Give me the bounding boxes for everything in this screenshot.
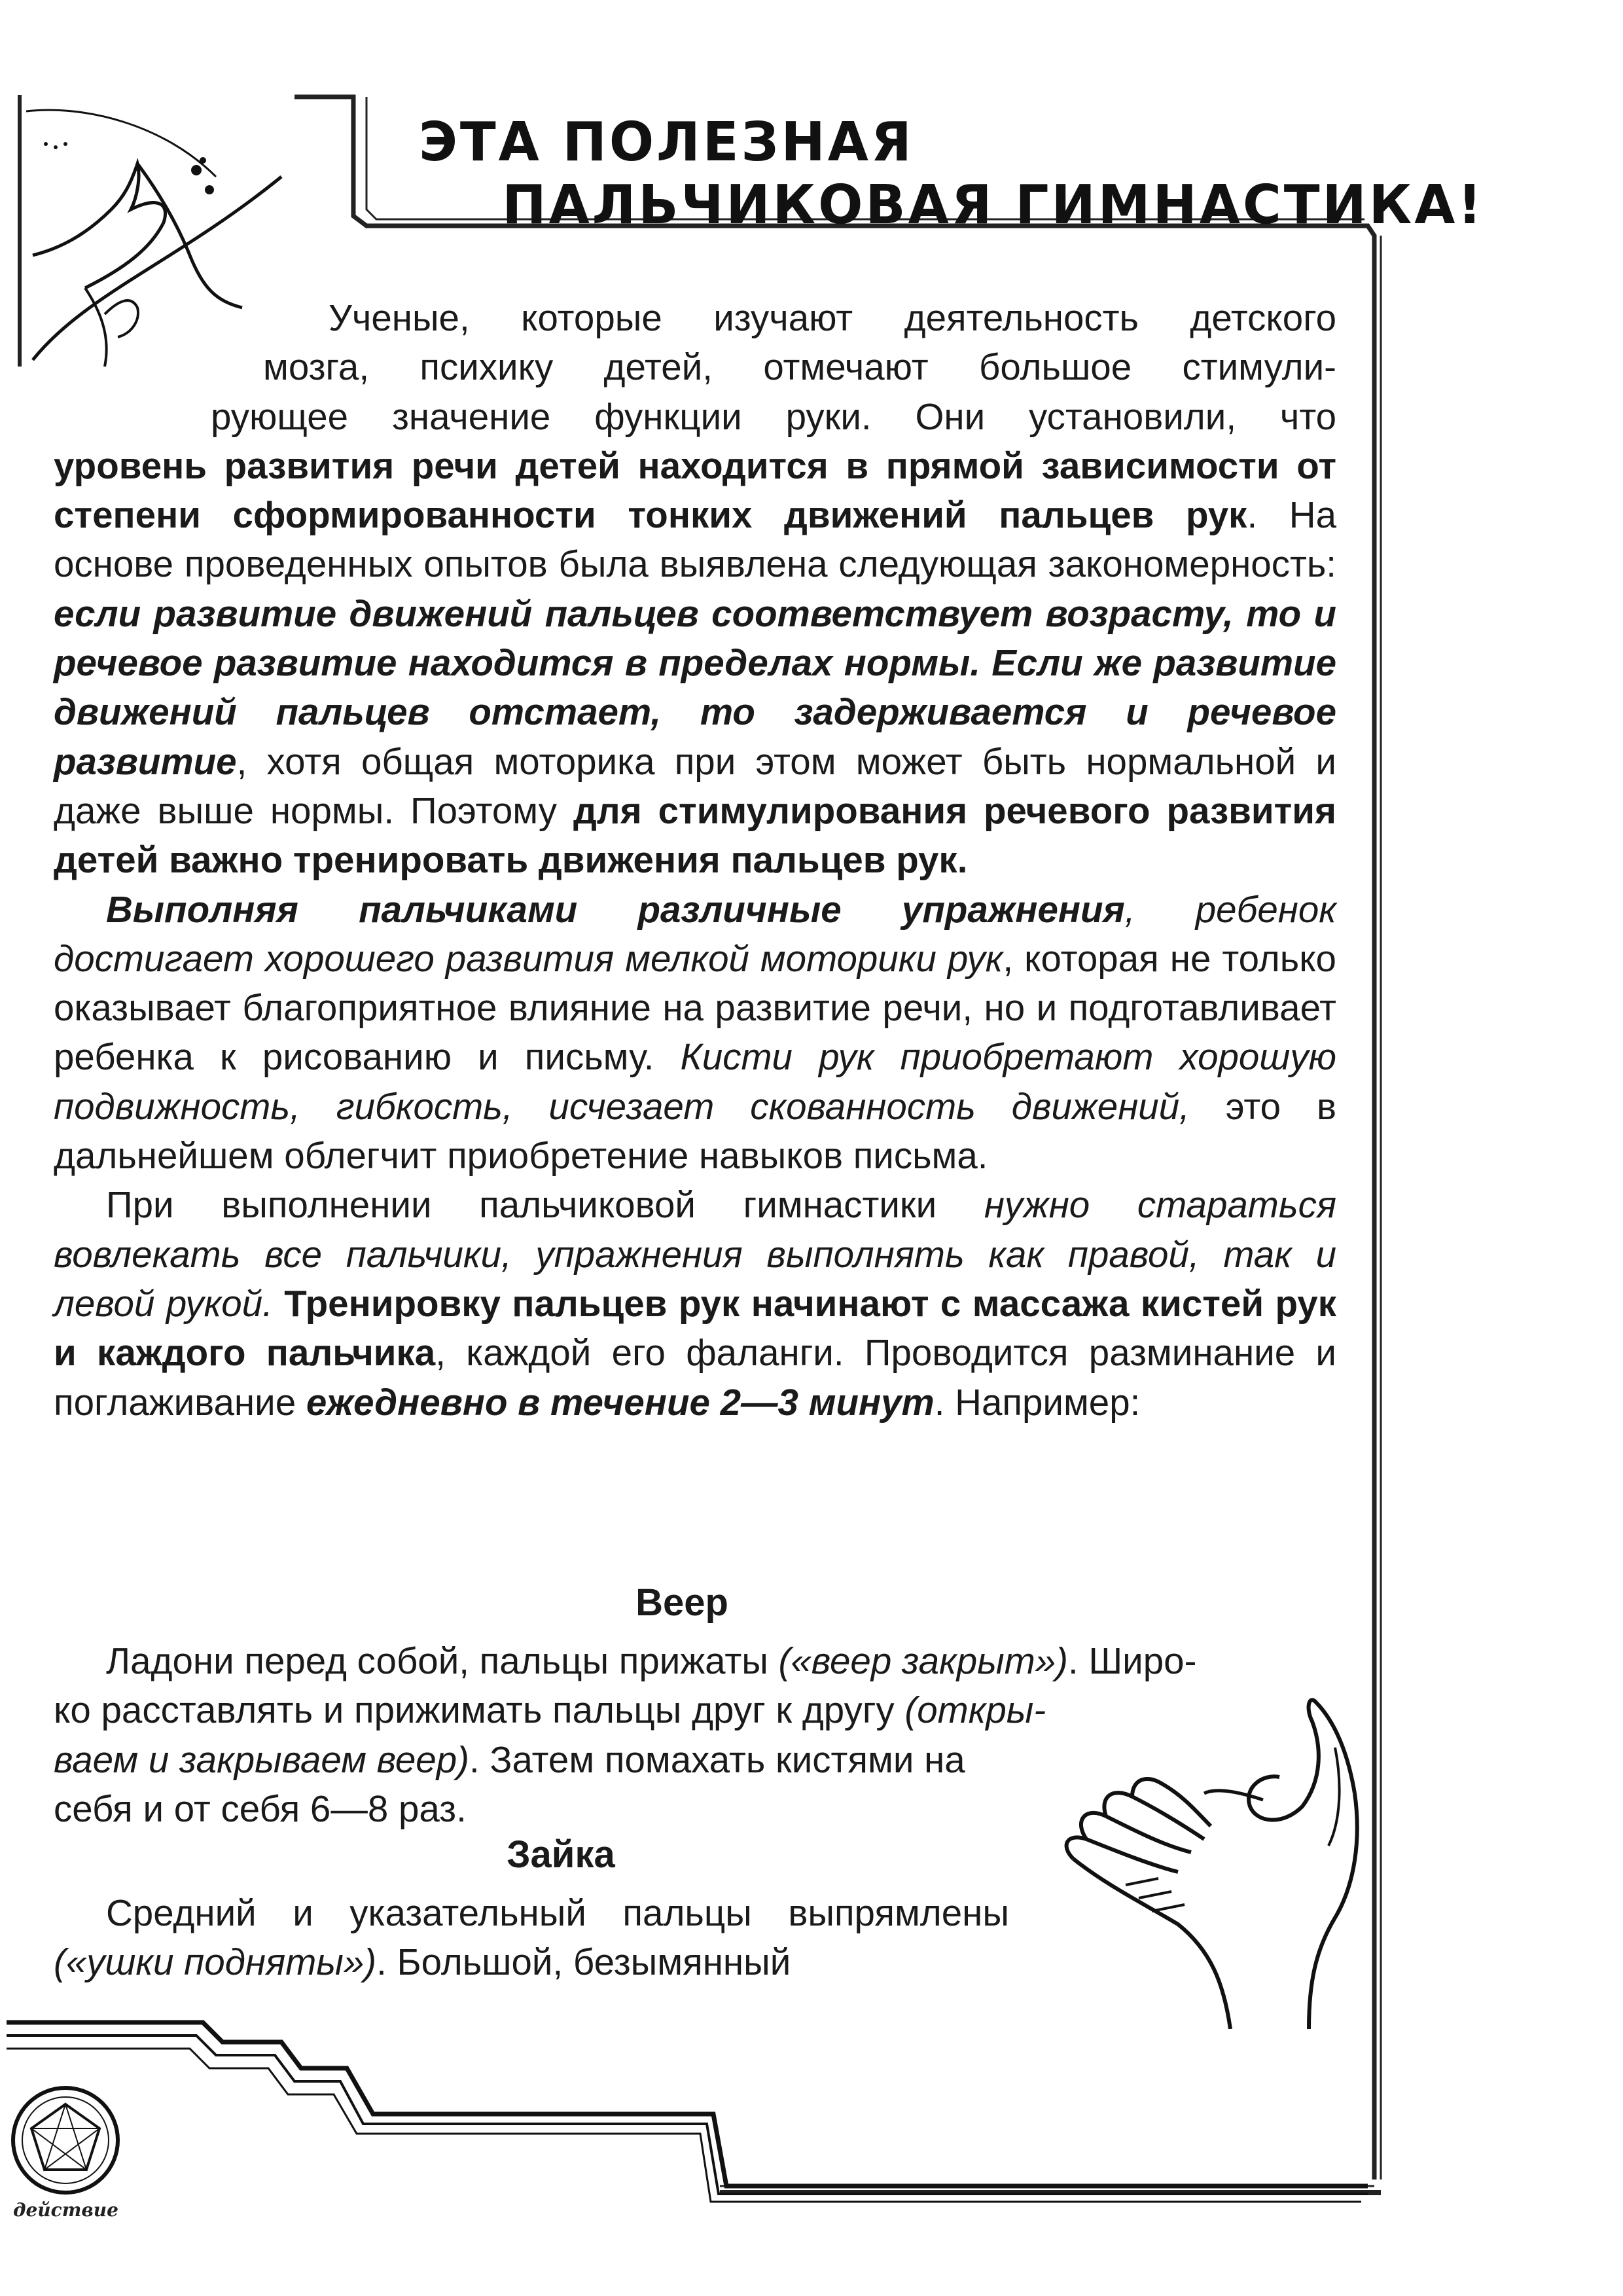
- hand-gesture-icon: [1047, 1676, 1387, 2029]
- exercise-heading-veer: Веер: [635, 1581, 728, 1624]
- italic-span: Кисти рук приобретают хорошую подвижность, гибкость, исчезает скованность движений,: [54, 1036, 1336, 1127]
- text-span: , каждой его фаланги. Проводится разминание и поглаживание: [54, 1332, 1336, 1423]
- text-span: . На основе проведенных опытов была выявлена следующая закономерность:: [54, 494, 1337, 585]
- text-span: . Большой, безымянный: [376, 1941, 791, 1983]
- star-emblem-icon: [7, 2081, 124, 2199]
- veer-row-4: себя и от себя 6—8 раз.: [54, 1787, 467, 1829]
- text-span: , которая не только оказывает благоприятное влияние на развитие речи, но и подготавливает ребенка к рисованию и письму.: [54, 937, 1336, 1078]
- text-span: ко расставлять и прижимать пальцы друг к другу: [54, 1689, 905, 1731]
- italic-span: (откры-: [904, 1689, 1046, 1731]
- paragraph-3: [54, 1180, 1336, 1426]
- text-span: При выполнении пальчиковой гимнастики: [106, 1184, 984, 1226]
- text-span: это в дальнейшем облегчит приобретение навыков письма.: [54, 1085, 1336, 1177]
- italic-span: ваем и закрываем веер): [54, 1738, 469, 1780]
- bold-statement-2: для стимулирования речевого развития детей важно тренировать движения пальцев рук.: [54, 789, 1337, 881]
- bold-statement-3: Тренировку пальцев рук начинают с массажа кистей рук и каждого пальчика: [54, 1282, 1336, 1374]
- intro-line-3: рующее значение функции руки. Они установили, что: [211, 395, 1336, 437]
- intro-line-2: мозга, психику детей, отмечают большое стимули-: [263, 346, 1336, 388]
- intro-line-1: Ученые, которые изучают деятельность детского: [329, 297, 1336, 338]
- paragraph-1: [54, 293, 1336, 885]
- italic-span: («ушки подняты»): [54, 1941, 377, 1983]
- article-body: [54, 293, 1336, 1427]
- bottom-decoration: [7, 2009, 1368, 2245]
- text-span: Ладони перед собой, пальцы прижаты: [106, 1640, 779, 1681]
- title-line-2: ПАЛЬЧИКОВАЯ ГИМНАСТИКА!: [502, 174, 1484, 236]
- italic-span: , ребенок достигает хорошего развития мелкой моторики рук: [54, 888, 1336, 979]
- page-title: [419, 111, 1484, 237]
- text-span: . Например:: [934, 1381, 1141, 1423]
- bold-statement-1: уровень развития речи детей находится в прямой зависимости от степени сформированности тонких движений пальцев рук: [54, 444, 1336, 536]
- paragraph-2: [54, 885, 1336, 1181]
- bold-italic-statement-2: Выполняя пальчиками различные упражнения: [106, 888, 1125, 930]
- italic-span: («веер закрыт»): [778, 1640, 1068, 1681]
- text-span: , хотя общая моторика при этом может быть нормальной и даже выше нормы. Поэтому: [54, 740, 1336, 831]
- italic-span: нужно стараться вовлекать все пальчики, упражнения выполнять как правой, так и левой рукой.: [54, 1184, 1336, 1324]
- footer-word: действие: [13, 2199, 118, 2221]
- bold-italic-statement-1: если развитие движений пальцев соответствует возрасту, то и речевое развитие находится в пределах нормы. Если же развитие движений пальцев отстает, то задерживается и речевое развитие: [54, 592, 1336, 782]
- text-span: . Затем помахать кистями на: [469, 1738, 965, 1780]
- text-span: . Широ-: [1068, 1640, 1197, 1681]
- exercise-text-zayka: [54, 1888, 1009, 1987]
- exercise-heading-zayka: Зайка: [507, 1833, 615, 1876]
- text-span: Средний и указательный пальцы выпрямлены: [106, 1892, 1009, 1933]
- bold-italic-statement-3: ежедневно в течение 2—3 минут: [306, 1381, 935, 1423]
- title-line-1: ЭТА ПОЛЕЗНАЯ: [419, 111, 914, 173]
